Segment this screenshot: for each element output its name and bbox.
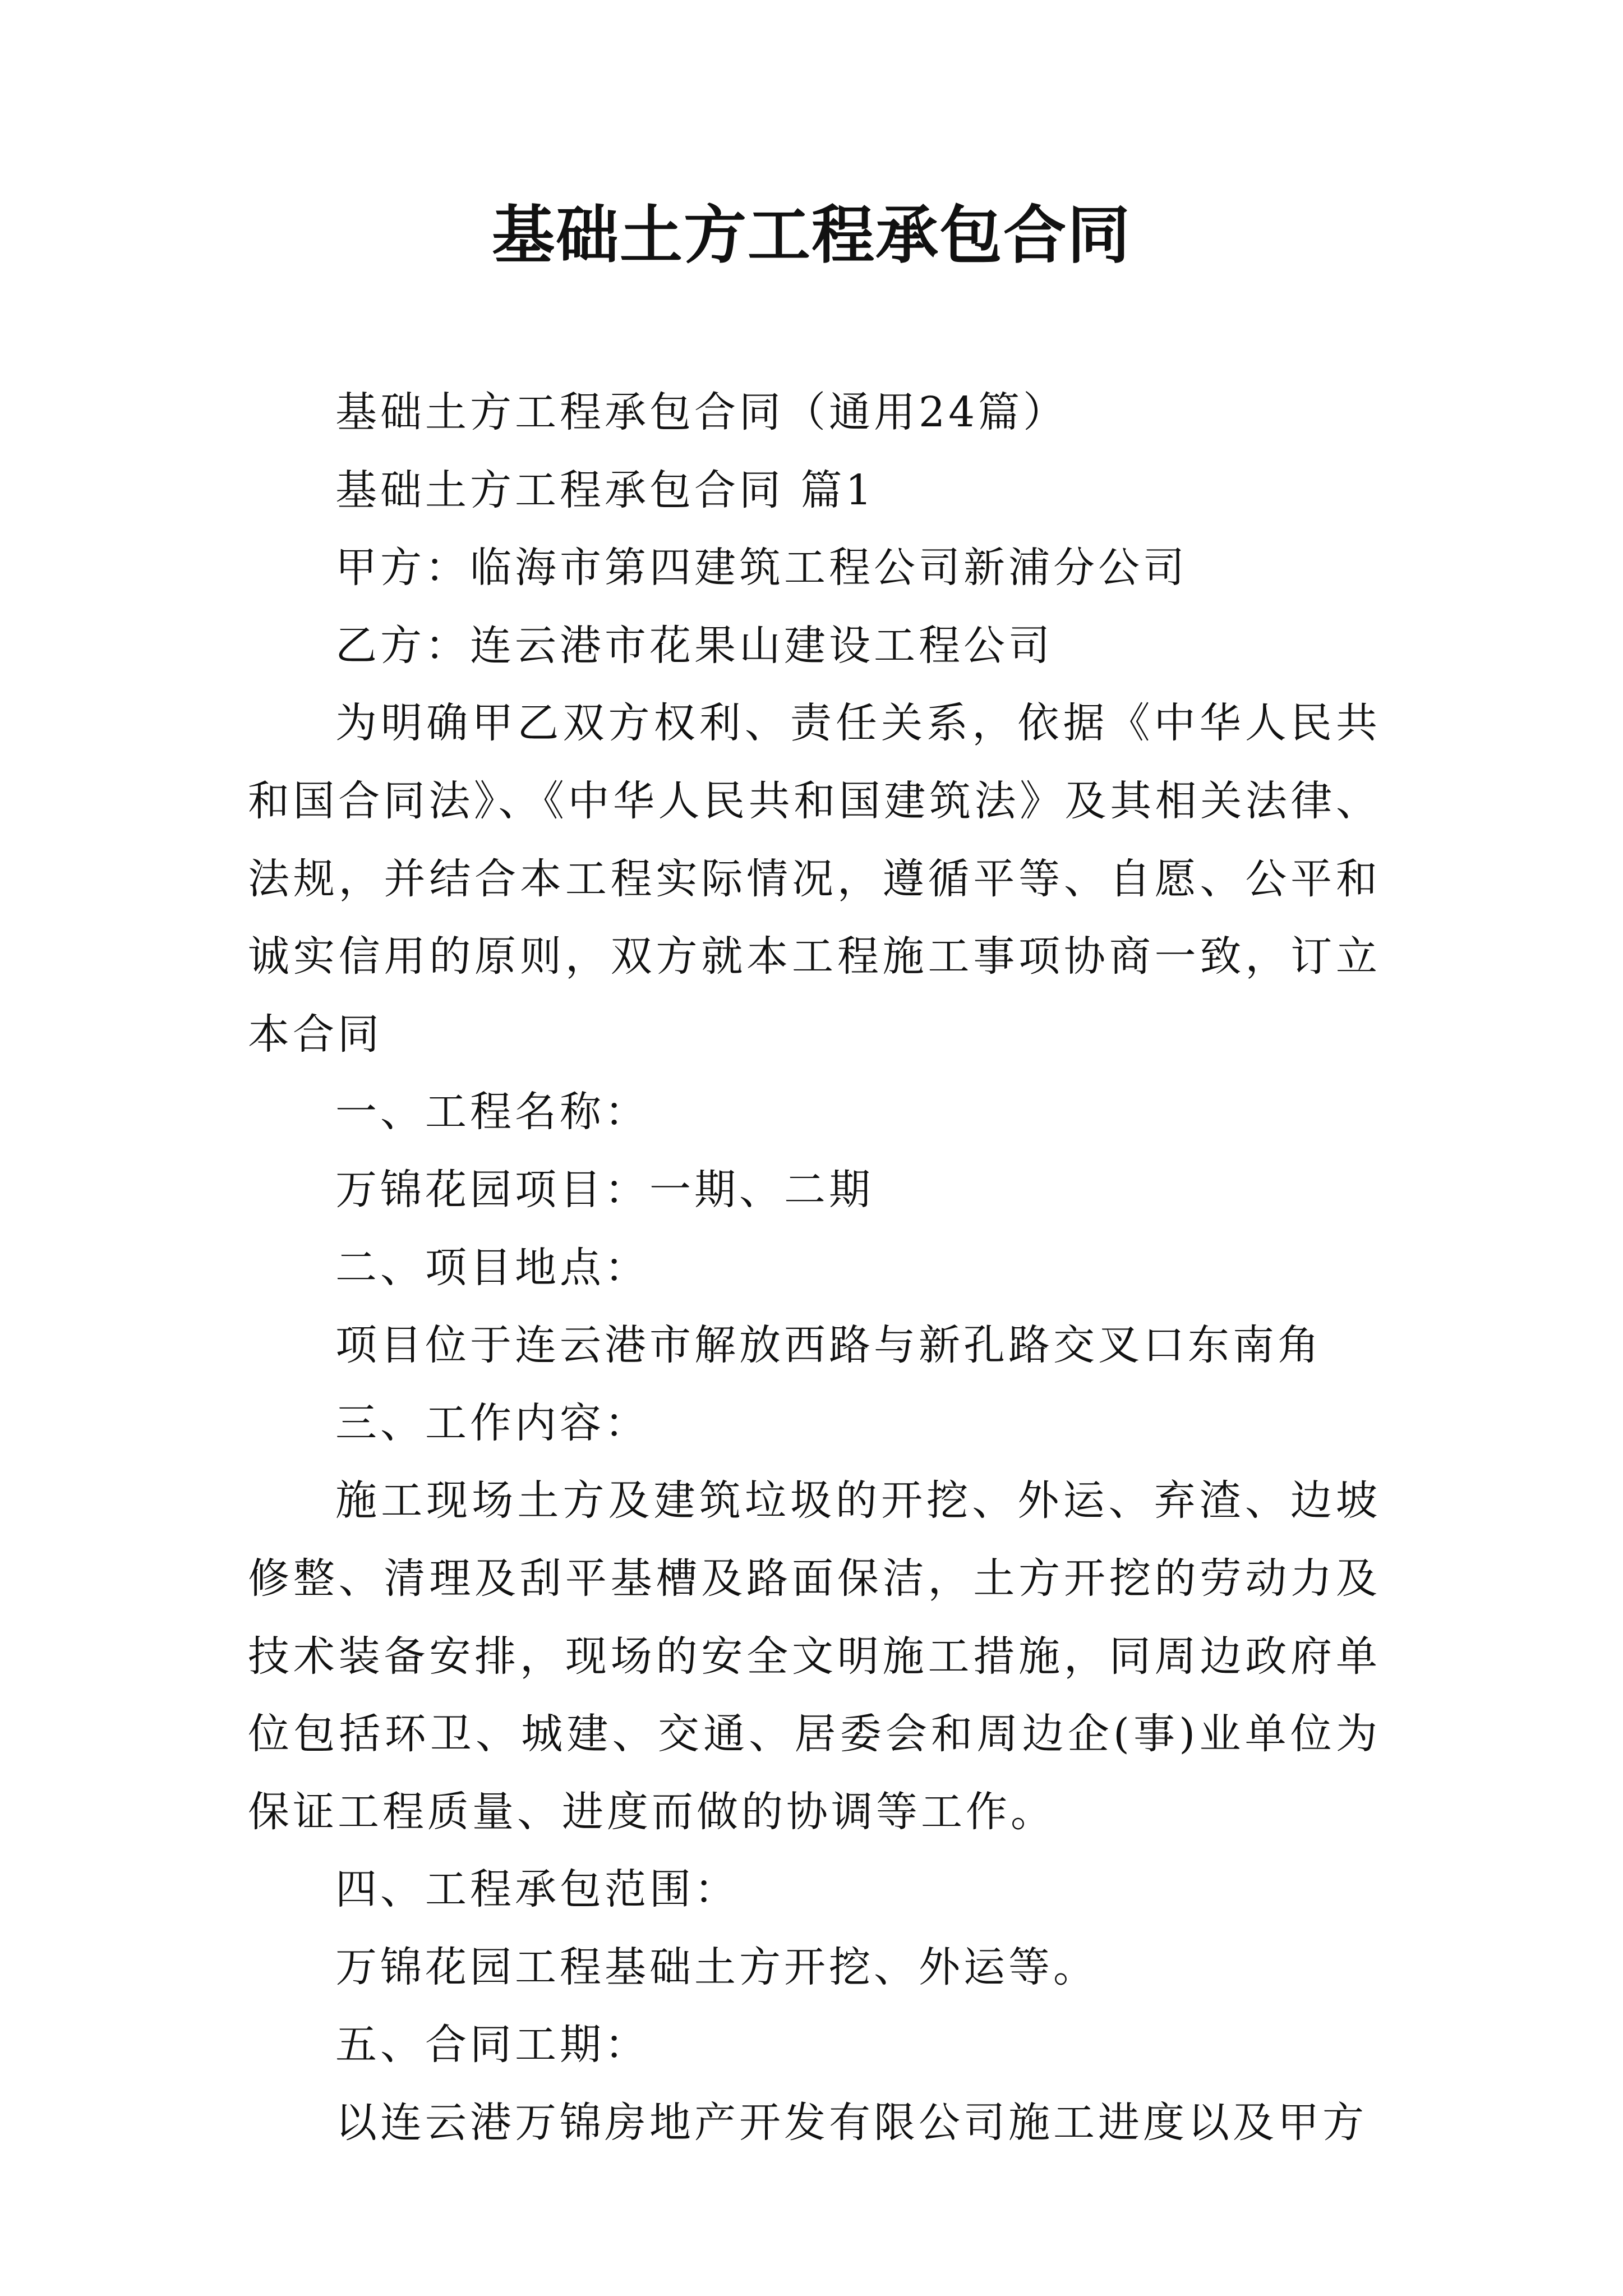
document-body (248, 374, 1381, 2162)
paragraph-project-location: 项目位于连云港市解放西路与新孔路交叉口东南角 (335, 1321, 1322, 1370)
paragraph-party-b: 乙方：连云港市花果山建设工程公司 (335, 621, 1053, 670)
document-title: 基础土方工程承包合同 (492, 199, 1131, 272)
paragraph-part-heading: 基础土方工程承包合同 篇1 (335, 466, 875, 514)
paragraph-series-heading: 基础土方工程承包合同（通用24篇） (335, 388, 1068, 436)
section-heading-work-content: 三、工作内容： (335, 1398, 649, 1447)
paragraph-contract-scope: 万锦花园工程基础土方开挖、外运等。 (335, 1943, 1098, 1991)
section-heading-project-location: 二、项目地点： (335, 1243, 649, 1292)
paragraph-work-content: 施工现场土方及建筑垃圾的开挖、外运、弃渣、边坡修整、清理及刮平基槽及路面保洁，土方开挖的劳动力及技术装备安排，现场的安全文明施工措施，同周边政府单位包括环卫、城建、交通、居委会和周边企(事)业单位为保证工程质量、进度而做的协调等工作。 (248, 1476, 1381, 1836)
section-heading-contract-scope: 四、工程承包范围： (335, 1865, 739, 1914)
paragraph-party-a: 甲方：临海市第四建筑工程公司新浦分公司 (335, 544, 1188, 592)
paragraph-project-name: 万锦花园项目：一期、二期 (335, 1165, 874, 1214)
paragraph-preamble: 为明确甲乙双方权利、责任关系，依据《中华人民共和国合同法》、《中华人民共和国建筑法》及其相关法律、法规，并结合本工程实际情况，遵循平等、自愿、公平和诚实信用的原则，双方就本工程施工事项协商一致，订立本合同 (248, 699, 1381, 1059)
paragraph-contract-period: 以连云港万锦房地产开发有限公司施工进度以及甲方 (335, 2099, 1367, 2147)
section-heading-contract-period: 五、合同工期： (335, 2021, 649, 2069)
section-heading-project-name: 一、工程名称： (335, 1088, 649, 1137)
